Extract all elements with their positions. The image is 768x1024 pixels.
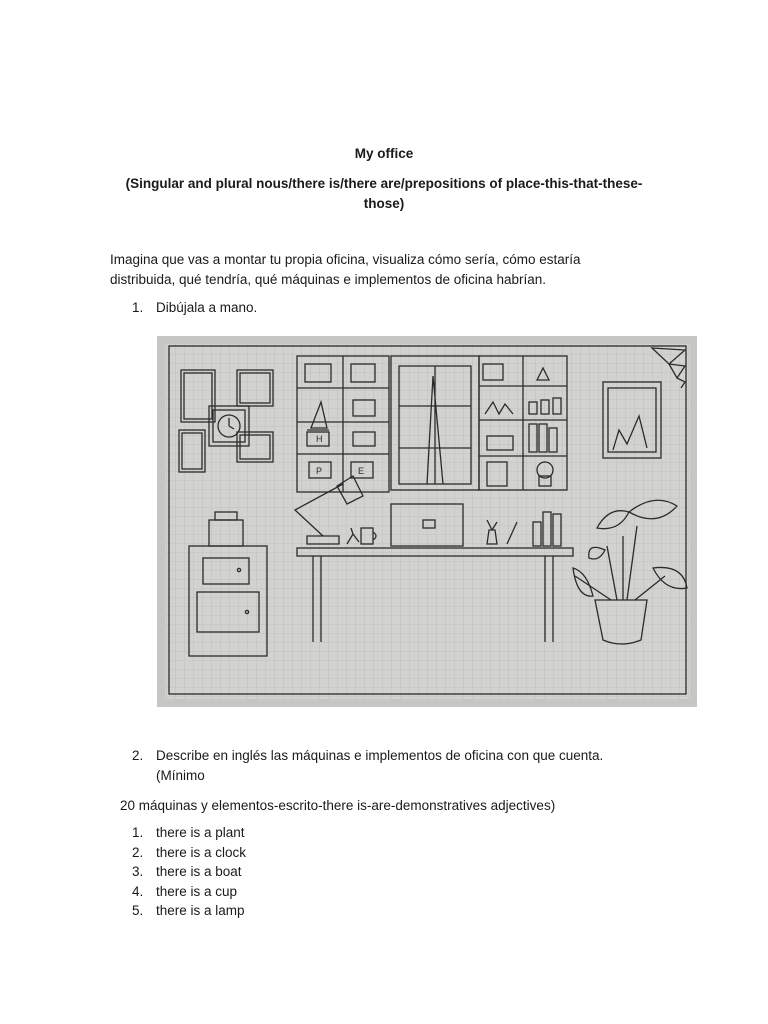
answer-text: there is a clock <box>156 844 247 860</box>
list-item <box>132 862 246 882</box>
answer-number: 5. <box>132 903 144 918</box>
list-item <box>132 882 246 902</box>
intro-paragraph: Imagina que vas a montar tu propia oficina, visualiza cómo sería, cómo estaría distribuida, qué tendría, qué máquinas e implementos de oficina habrían. <box>110 252 581 287</box>
requirement-line: 20 máquinas y elementos-escrito-there is-are-demonstratives adjectives) <box>120 798 556 813</box>
answer-text: there is a plant <box>156 825 245 840</box>
answer-text: there is a lamp <box>156 903 245 918</box>
answer-number: 1. <box>132 825 144 840</box>
list-item <box>132 843 246 863</box>
list-item <box>132 823 246 843</box>
page-title: My office <box>354 146 414 161</box>
step-1-number: 1. <box>132 300 144 315</box>
answers-list <box>132 823 246 921</box>
step-2 <box>132 746 632 786</box>
page-subtitle: (Singular and plural nous/there is/there are/prepositions of place-this-that-these-those) <box>125 176 643 211</box>
answer-text: there is a boat <box>156 864 242 879</box>
drawing-letter-e: E <box>358 466 365 476</box>
step-1-text: Dibújala a mano. <box>156 300 258 315</box>
step-2-text: Describe en inglés las máquinas e implementos de oficina con que cuenta. (Mínimo <box>156 748 604 783</box>
drawing-letter-p: P <box>316 466 323 476</box>
answer-number: 3. <box>132 864 144 879</box>
step-2-number: 2. <box>132 748 144 763</box>
drawing-letter-h: H <box>316 434 323 444</box>
list-item <box>132 901 246 921</box>
step-1 <box>132 298 257 318</box>
office-drawing-photo <box>157 336 697 707</box>
answer-number: 4. <box>132 883 144 899</box>
office-drawing <box>157 336 697 707</box>
answer-text: there is a cup <box>156 883 238 899</box>
answer-number: 2. <box>132 844 144 860</box>
